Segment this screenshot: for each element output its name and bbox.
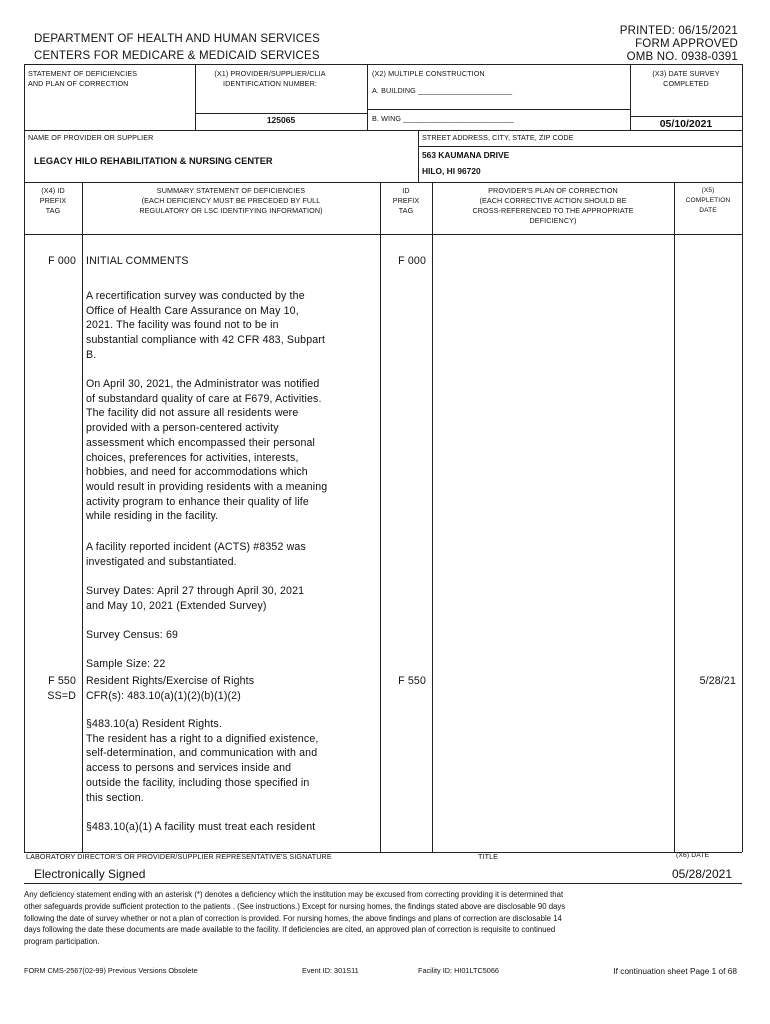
statement-label: STATEMENT OF DEFICIENCIES AND PLAN OF CORRECTION <box>28 69 138 88</box>
signature-label: LABORATORY DIRECTOR'S OR PROVIDER/SUPPLIER REPRESENTATIVE'S SIGNATURE <box>26 852 332 861</box>
x4-column-header: (X4) ID PREFIX TAG <box>39 186 67 215</box>
signature-date: 05/28/2021 <box>671 867 732 881</box>
summary-column-header: SUMMARY STATEMENT OF DEFICIENCIES (EACH DEFICIENCY MUST BE PRECEDED BY FULL REGULATORY OR LSC IDENTIFYING INFORMATION) <box>139 186 323 215</box>
id-column-header: ID PREFIX TAG <box>392 186 420 215</box>
tag-f550-plan: F 550 <box>398 675 426 687</box>
address-line-2: HILO, HI 96720 <box>422 166 481 176</box>
paragraph-recertification: A recertification survey was conducted by the Office of Health Care Assurance on May 10, 2021. The facility was found not to be in substantial compliance with 42 CFR 483, Subpart B. <box>86 290 326 361</box>
section-heading-resident-rights: Resident Rights/Exercise of Rights CFR(s): 483.10(a)(1)(2)(b)(1)(2) <box>86 675 255 702</box>
event-id: Event ID: 301S11 <box>302 966 359 975</box>
tag-f550: F 550 SS=D <box>47 675 76 702</box>
page-continuation: If continuation sheet Page 1 of 68 <box>613 966 737 976</box>
wing-field: B. WING ___________________________ <box>372 114 514 123</box>
address-line-1: 563 KAUMANA DRIVE <box>422 150 510 160</box>
provider-name: LEGACY HILO REHABILITATION & NURSING CENTER <box>34 156 273 166</box>
section-heading-initial-comments: INITIAL COMMENTS <box>86 255 189 267</box>
paragraph-administrator-notified: On April 30, 2021, the Administrator was notified of substandard quality of care at F679, Activities. The facility did not assure all residents were provided with a person-centered activity assessment which encompassed their personal choices, preferences for activities, interests, hobbies, and need for accommodations which would result in providing residents with a meaning activity program to enhance their quality of life while residing in the facility. <box>86 378 328 523</box>
disclaimer-text: Any deficiency statement ending with an asterisk (*) denotes a deficiency which the institution may be excused from correcting providing it is determined that other safeguards provide sufficient protection to the patients . (See instructions.) Except for nursing homes, the findings stated above are disclosable 90 days following the date of survey whether or not a plan of correction is provided. For nursing homes, the above findings and plans of correction are disclosable 14 days following the date these documents are made available to the facility. If deficiencies are cited, an approved plan of correction is requisite to continued program participation. <box>24 890 566 947</box>
x2-label: (X2) MULTIPLE CONSTRUCTION <box>372 69 485 78</box>
tag-f000: F 000 <box>48 255 76 267</box>
title-label: TITLE <box>478 852 499 861</box>
x3-label: (X3) DATE SURVEY COMPLETED <box>652 69 720 88</box>
provider-id-number: 125065 <box>266 115 296 125</box>
printed-date: PRINTED: 06/15/2021 <box>619 25 738 37</box>
form-number: FORM CMS-2567(02-99) Previous Versions Obsolete <box>24 966 198 975</box>
x1-label: (X1) PROVIDER/SUPPLIER/CLIA IDENTIFICATION NUMBER: <box>214 69 326 88</box>
omb-number: OMB NO. 0938-0391 <box>626 51 738 63</box>
paragraph-resident-rights: §483.10(a) Resident Rights. The resident has a right to a dignified existence, self-determination, and communication with and access to persons and services inside and outside the facility, including those specified in this section. <box>86 718 319 804</box>
address-label: STREET ADDRESS, CITY, STATE, ZIP CODE <box>422 133 574 142</box>
paragraph-survey-census: Survey Census: 69 <box>86 629 179 641</box>
x5-column-header: (X5) COMPLETION DATE <box>685 187 731 214</box>
department-title: DEPARTMENT OF HEALTH AND HUMAN SERVICES <box>34 33 320 45</box>
paragraph-incident: A facility reported incident (ACTS) #8352 was investigated and substantiated. <box>86 541 306 568</box>
survey-completed-date: 05/10/2021 <box>659 118 713 130</box>
building-field: A. BUILDING _______________________ <box>372 86 513 95</box>
paragraph-treat-resident: §483.10(a)(1) A facility must treat each resident <box>86 821 316 833</box>
provider-name-label: NAME OF PROVIDER OR SUPPLIER <box>28 133 154 142</box>
paragraph-sample-size: Sample Size: 22 <box>86 658 166 670</box>
signature-value: Electronically Signed <box>34 867 146 881</box>
plan-column-header: PROVIDER'S PLAN OF CORRECTION (EACH CORRECTIVE ACTION SHOULD BE CROSS-REFERENCED TO THE APPROPRIATE DEFICIENCY) <box>472 186 634 225</box>
agency-title: CENTERS FOR MEDICARE & MEDICAID SERVICES <box>34 50 320 62</box>
completion-date-f550: 5/28/21 <box>699 675 736 687</box>
date-label: (X6) DATE <box>676 852 710 859</box>
paragraph-survey-dates: Survey Dates: April 27 through April 30, 2021 and May 10, 2021 (Extended Survey) <box>86 585 305 612</box>
form-approved: FORM APPROVED <box>635 38 738 50</box>
facility-id: Facility ID: HI01LTC5066 <box>418 966 499 975</box>
tag-f000-plan: F 000 <box>398 255 426 267</box>
